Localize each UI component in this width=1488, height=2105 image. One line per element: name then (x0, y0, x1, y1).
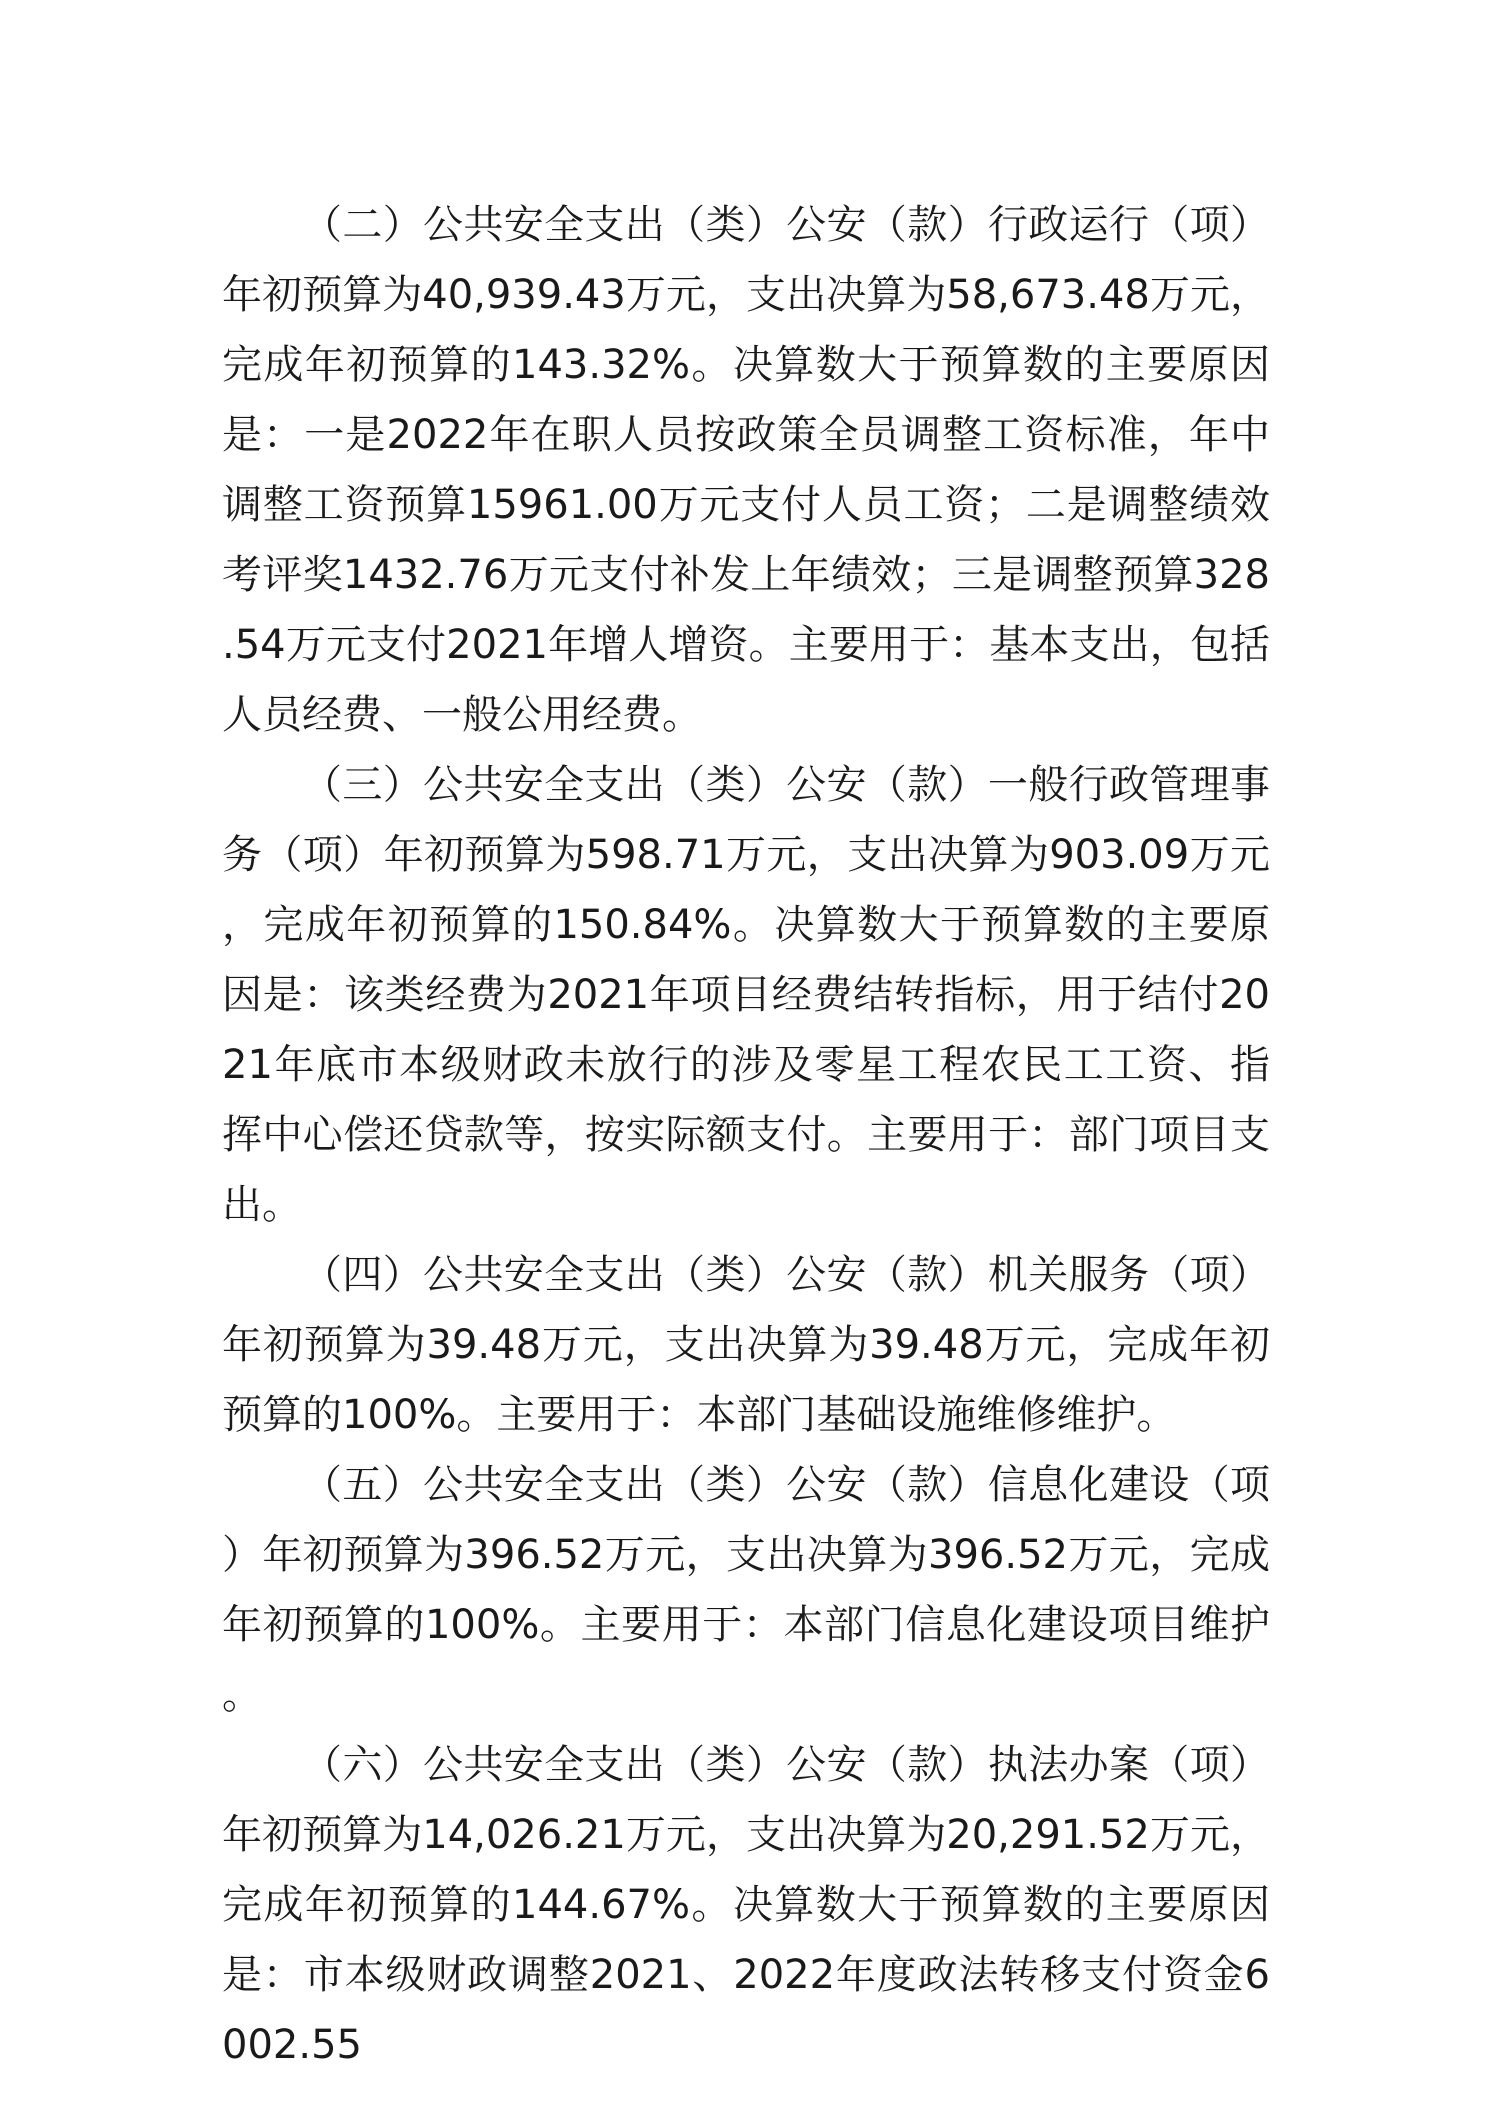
paragraph-law-enforcement-cases: （六）公共安全支出（类）公安（款）执法办案（项）年初预算为14,026.21万元，支出决算为20,291.52万元，完成年初预算的144.67%。决算数大于预算数的主要原因是：市本级财政调整2021、2022年度政法转移支付资金6002.55 (222, 1742, 1270, 2068)
body-text (222, 190, 1270, 2080)
paragraph-general-admin-affairs: （三）公共安全支出（类）公安（款）一般行政管理事务（项）年初预算为598.71万元，支出决算为903.09万元，完成年初预算的150.84%。决算数大于预算数的主要原因是：该类经费为2021年项目经费结转指标，用于结付2021年底市本级财政未放行的涉及零星工程农民工工资、指挥中心偿还贷款等，按实际额支付。主要用于：部门项目支出。 (222, 762, 1270, 1228)
paragraph-informatization: （五）公共安全支出（类）公安（款）信息化建设（项）年初预算为396.52万元，支出决算为396.52万元，完成年初预算的100%。主要用于：本部门信息化建设项目维护。 (222, 1462, 1270, 1718)
paragraph-public-security-admin-operation: （二）公共安全支出（类）公安（款）行政运行（项）年初预算为40,939.43万元，支出决算为58,673.48万元，完成年初预算的143.32%。决算数大于预算数的主要原因是：一是2022年在职人员按政策全员调整工资标准，年中调整工资预算15961.00万元支付人员工资；二是调整绩效考评奖1432.76万元支付补发上年绩效；三是调整预算328.54万元支付2021年增人增资。主要用于：基本支出，包括人员经费、一般公用经费。 (222, 202, 1270, 738)
paragraph-agency-services: （四）公共安全支出（类）公安（款）机关服务（项）年初预算为39.48万元，支出决算为39.48万元，完成年初预算的100%。主要用于：本部门基础设施维修维护。 (222, 1252, 1270, 1438)
